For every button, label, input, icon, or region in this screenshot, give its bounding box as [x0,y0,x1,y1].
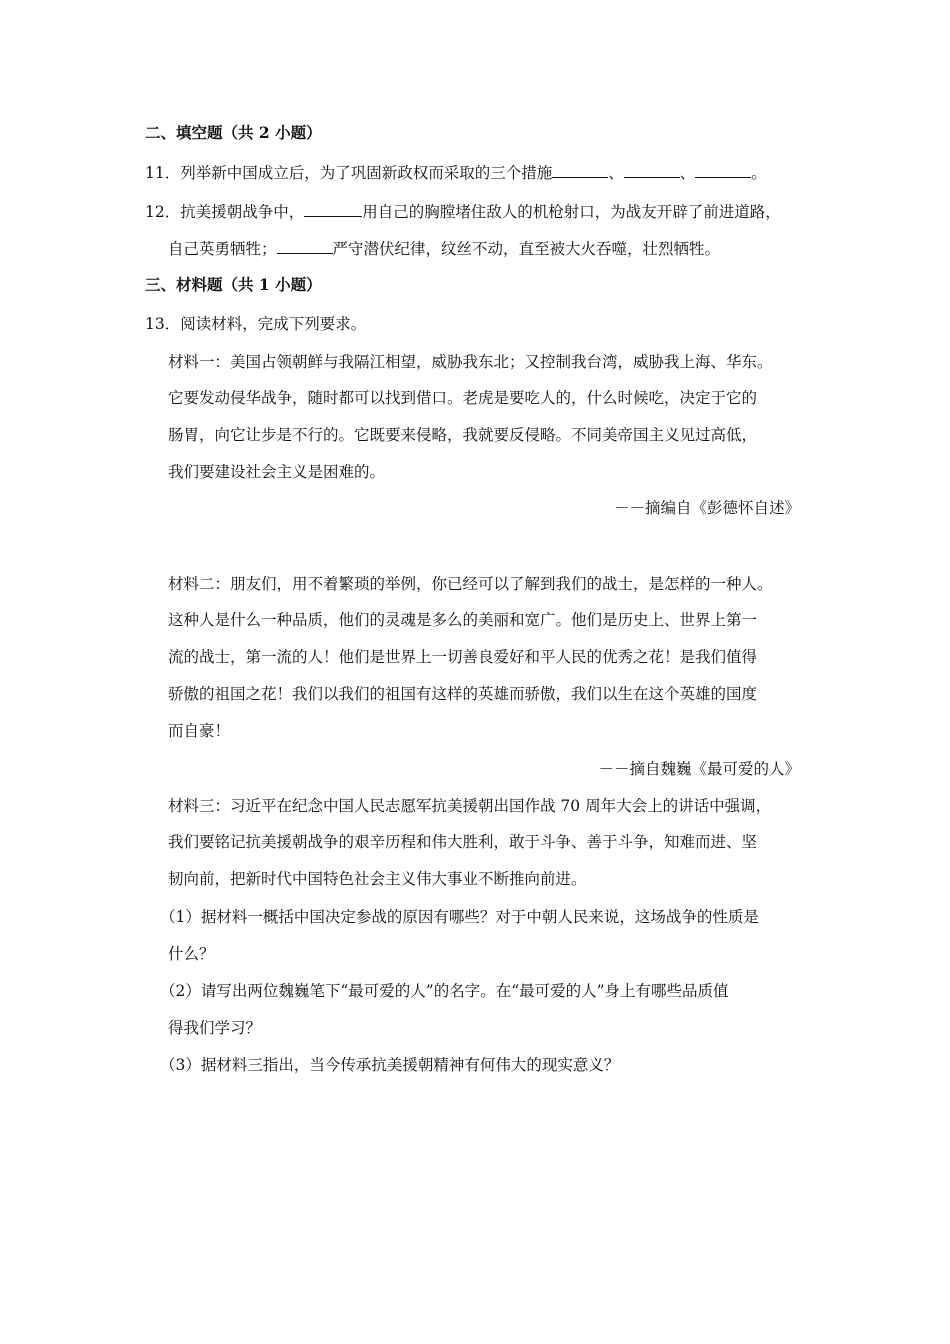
material-1-line: 材料一：美国占领朝鲜与我隔江相望，威胁我东北；又控制我台湾，威胁我上海、华东。 [168,353,773,371]
sub-question-1-line: 什么？ [168,945,215,963]
material-2-line: 流的战士，第一流的人！他们是世界上一切善良爱好和平人民的优秀之花！是我们值得 [168,648,758,666]
material-2-line: 材料二：朋友们，用不着繁琐的举例，你已经可以了解到我们的战士，是怎样的一种人。 [168,575,773,593]
answer-blank[interactable] [304,201,362,217]
sub-question-2-line: 得我们学习？ [168,1019,262,1037]
question-11: 11．列举新中国成立后，为了巩固新政权而采取的三个措施 、 、 。 [145,164,767,182]
material-2-line: 骄傲的祖国之花！我们以我们的祖国有这样的英雄而骄傲，我们以生在这个英雄的国度 [168,685,758,703]
material-1-line: 肠胃，向它让步是不行的。它既要来侵略，我就要反侵略。不同美帝国主义见过高低， [168,426,758,444]
sub-question-2-line: （2）请写出两位魏巍笔下“最可爱的人”的名字。在“最可爱的人”身上有哪些品质值 [160,982,729,1000]
material-1-line: 它要发动侵华战争，随时都可以找到借口。老虎是要吃人的，什么时候吃，决定于它的 [168,389,758,407]
answer-blank[interactable] [624,162,680,178]
section-heading-material: 三、材料题（共 1 小题） [145,275,322,294]
material-2-line: 而自豪！ [168,722,231,740]
material-2-source: －－摘自魏巍《最可爱的人》 [598,760,800,778]
material-2-line: 这种人是什么一种品质，他们的灵魂是多么的美丽和宽广。他们是历史上、世界上第一 [168,611,758,629]
question-13-intro: 13．阅读材料，完成下列要求。 [145,315,367,333]
material-3-line: 韧向前，把新时代中国特色社会主义伟大事业不断推向前进。 [168,870,587,888]
material-3-line: 材料三：习近平在纪念中国人民志愿军抗美援朝出国作战 70 周年大会上的讲话中强调， [168,797,772,815]
sub-question-1-line: （1）据材料一概括中国决定参战的原因有哪些？对于中朝人民来说，这场战争的性质是 [160,908,759,926]
material-1-line: 我们要建设社会主义是困难的。 [168,463,386,481]
section-heading-fill-in: 二、填空题（共 2 小题） [145,123,322,142]
answer-blank[interactable] [695,162,751,178]
sub-question-3: （3）据材料三指出，当今传承抗美援朝精神有何伟大的现实意义？ [160,1056,620,1074]
material-3-line: 我们要铭记抗美援朝战争的艰辛历程和伟大胜利，敢于斗争、善于斗争，知难而进、坚 [168,833,758,851]
answer-blank[interactable] [277,238,333,254]
question-11-text: 11．列举新中国成立后，为了巩固新政权而采取的三个措施 [145,164,553,182]
material-1-source: －－摘编自《彭德怀自述》 [613,499,800,517]
question-12-line-1: 12．抗美援朝战争中， 用自己的胸膛堵住敌人的机枪射口，为战友开辟了前进道路， [145,203,781,221]
answer-blank[interactable] [552,162,608,178]
question-12-line-2: 自己英勇牺牲； 严守潜伏纪律，纹丝不动，直至被大火吞噬，壮烈牺牲。 [168,240,721,258]
